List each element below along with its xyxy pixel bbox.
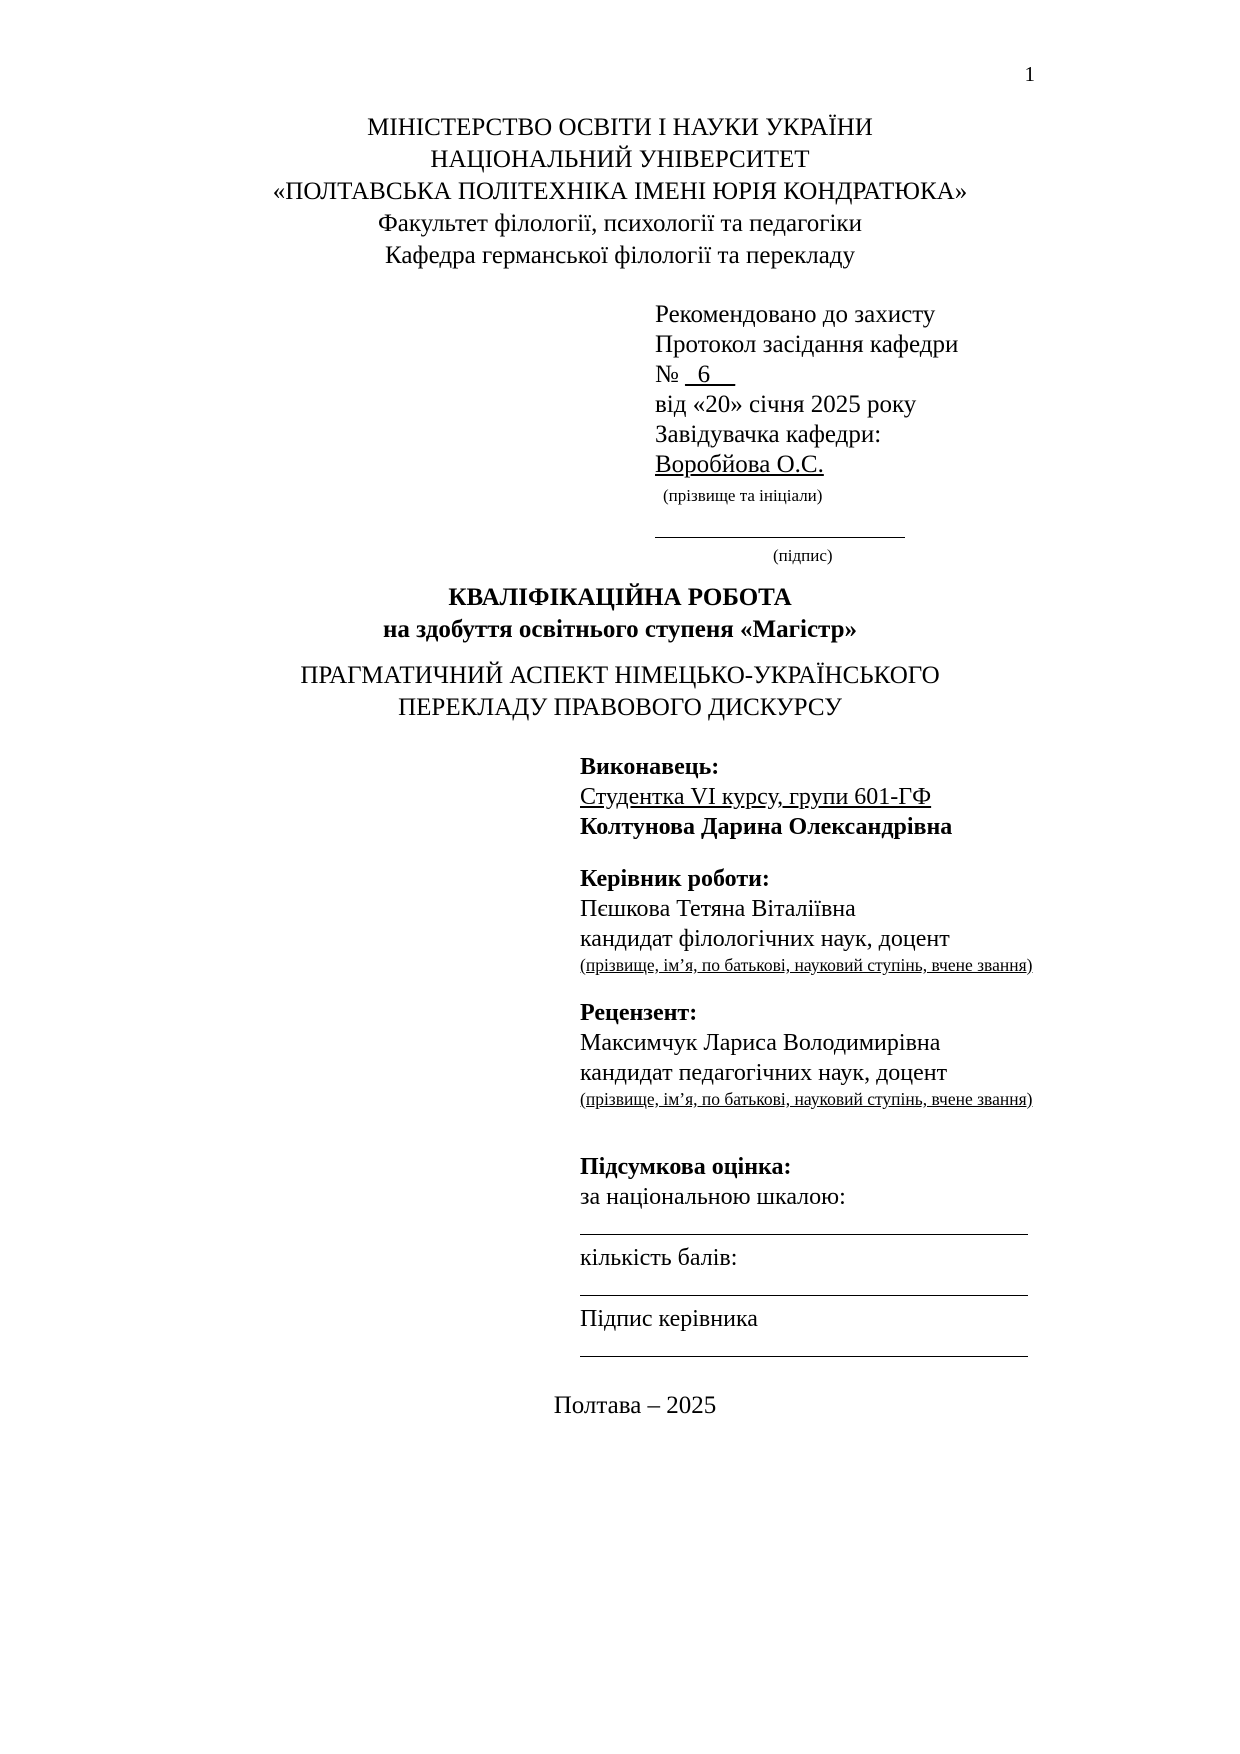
supervisor-degree: кандидат філологічних наук, доцент bbox=[580, 926, 950, 952]
thesis-theme bbox=[0, 660, 1240, 724]
theme-line-2: ПЕРЕКЛАДУ ПРАВОВОГО ДИСКУРСУ bbox=[398, 694, 842, 721]
document-footer bbox=[0, 1392, 1240, 1420]
protocol-number-value: _6__ bbox=[685, 361, 736, 388]
supervisor-signature-rule bbox=[580, 1356, 1028, 1357]
supervisor-group bbox=[580, 864, 1040, 976]
national-scale-rule bbox=[580, 1234, 1028, 1235]
approval-head-name: Воробйова О.С. bbox=[655, 451, 824, 478]
page-number: 1 bbox=[1024, 62, 1035, 86]
performer-name: Колтунова Дарина Олександрівна bbox=[580, 814, 953, 840]
national-scale-label: за національною шкалою: bbox=[580, 1184, 846, 1210]
signature-rule bbox=[655, 537, 905, 538]
institution-header bbox=[0, 112, 1240, 272]
supervisor-signature-label: Підпис керівника bbox=[580, 1306, 758, 1332]
footer-city-year: Полтава – 2025 bbox=[553, 1392, 717, 1419]
reviewer-group bbox=[580, 998, 1040, 1110]
reviewer-name: Максимчук Лариса Володимирівна bbox=[580, 1030, 941, 1056]
reviewer-label: Рецензент: bbox=[580, 1000, 698, 1026]
supervisor-caption: (прізвище, ім’я, по батькові, науковий ступінь, вчене звання) bbox=[580, 955, 1033, 975]
page-title bbox=[0, 582, 1240, 646]
title-degree: на здобуття освітнього ступеня «Магістр» bbox=[382, 616, 858, 643]
title-qualification-work: КВАЛІФІКАЦІЙНА РОБОТА bbox=[448, 584, 792, 611]
supervisor-label: Керівник роботи: bbox=[580, 866, 770, 892]
performer-label: Виконавець: bbox=[580, 754, 720, 780]
performer-study-group: Студентка VI курсу, групи 601-ГФ bbox=[580, 784, 932, 810]
performer-group bbox=[580, 752, 1040, 842]
protocol-number-label: № bbox=[655, 361, 679, 388]
approval-head-label: Завідувачка кафедри: bbox=[655, 421, 882, 448]
approval-recommended: Рекомендовано до захисту bbox=[655, 301, 936, 328]
marks-block bbox=[580, 1152, 1030, 1365]
signature-caption: (підпис) bbox=[773, 546, 833, 565]
header-line-university-name: «ПОЛТАВСЬКА ПОЛІТЕХНІКА ІМЕНІ ЮРІЯ КОНДРАТЮКА» bbox=[272, 178, 968, 205]
header-line-university: НАЦІОНАЛЬНИЙ УНІВЕРСИТЕТ bbox=[430, 146, 810, 173]
persons-block bbox=[580, 752, 1040, 1132]
header-line-faculty: Факультет філології, психології та педагогіки bbox=[378, 210, 862, 237]
approval-date: від «20» січня 2025 року bbox=[655, 391, 917, 418]
reviewer-caption: (прізвище, ім’я, по батькові, науковий ступінь, вчене звання) bbox=[580, 1089, 1033, 1109]
approval-block bbox=[655, 300, 1115, 571]
points-label: кількість балів: bbox=[580, 1245, 738, 1271]
approval-protocol-number bbox=[655, 360, 1115, 390]
supervisor-name: Пєшкова Тетяна Віталіївна bbox=[580, 896, 856, 922]
reviewer-degree: кандидат педагогічних наук, доцент bbox=[580, 1060, 948, 1086]
approval-protocol: Протокол засідання кафедри bbox=[655, 331, 959, 358]
approval-head-caption: (прізвище та ініціали) bbox=[663, 486, 823, 505]
header-line-ministry: МІНІСТЕРСТВО ОСВІТИ І НАУКИ УКРАЇНИ bbox=[367, 114, 873, 141]
header-line-department: Кафедра германської філології та перекладу bbox=[384, 242, 856, 269]
points-rule bbox=[580, 1295, 1028, 1296]
theme-line-1: ПРАГМАТИЧНИЙ АСПЕКТ НІМЕЦЬКО-УКРАЇНСЬКОГО bbox=[300, 662, 940, 689]
final-mark-label: Підсумкова оцінка: bbox=[580, 1154, 792, 1180]
